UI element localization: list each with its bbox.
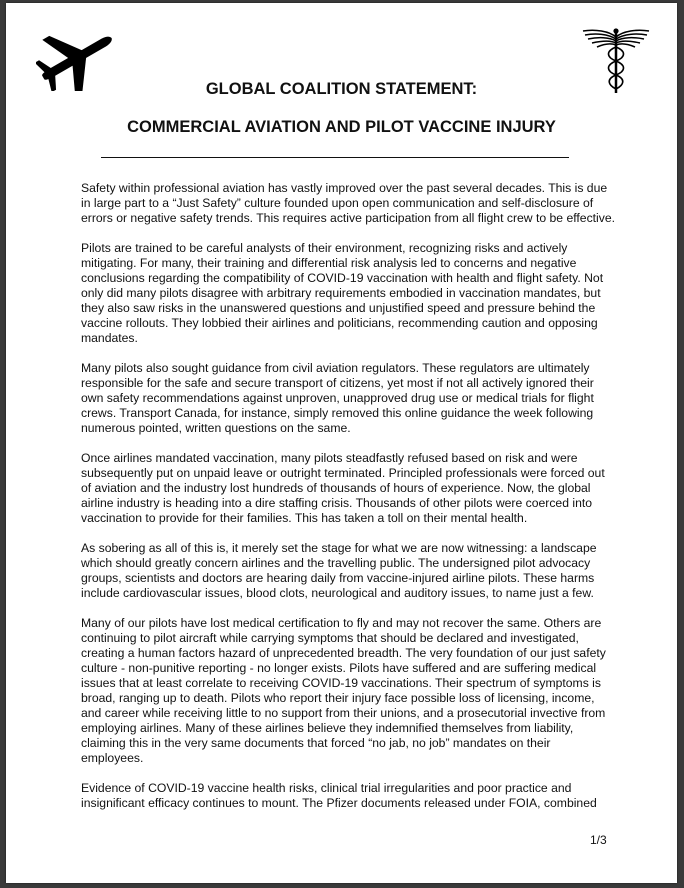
paragraph: Once airlines mandated vaccination, many pilots steadfastly refused based on risk and were subsequently put on unpaid leave or outright terminated. Principled professionals were forced out of aviation and the industry lost hundreds of thousands of hours of experience. Now, the global airline industry is heading into a dire staffing crisis. Thousands of other pilots were coerced into vaccination to provide for their families. This has taken a toll on their mental health. (81, 451, 605, 525)
paragraph: Many pilots also sought guidance from civil aviation regulators. These regulators are ultimately responsible for the safe and secure transport of citizens, yet most if not all actively ignored their own safety recommendations against unproven, unapproved drug use or medical trials for flight crews. Transport Canada, for instance, simply removed this online guidance the week following numerous pointed, written questions on the same. (81, 361, 594, 435)
title-divider (101, 157, 569, 158)
statement-body (81, 181, 615, 826)
paragraph: Many of our pilots have lost medical certification to fly and may not recover the same. Others are continuing to pilot aircraft while carrying symptoms that should be declared and investigated, creating a human factors hazard of unprecedented breadth. The very foundation of our just safety culture - non-punitive reporting - no longer exists. Pilots have suffered and are suffering medical issues that at least correlate to receiving COVID-19 vaccinations. Their spectrum of symptoms is broad, ranging up to death. Pilots who report their injury face possible loss of licensing, income, and career while receiving little to no support from their unions, and a prosecutorial invective from employing airlines. Many of these airlines believe they indemnified themselves from liability, claiming this in the very same documents that forced “no jab, no job” mandates on their employees. (81, 616, 606, 765)
page-number: 1/3 (590, 833, 607, 847)
document-page (6, 3, 677, 883)
statement-title: GLOBAL COALITION STATEMENT: (205, 80, 478, 98)
paragraph: Evidence of COVID-19 vaccine health risks, clinical trial irregularities and poor practice and insignificant efficacy continues to mount. The Pfizer documents released under FOIA, combined (81, 781, 597, 810)
statement-subtitle: COMMERCIAL AVIATION AND PILOT VACCINE INJURY (127, 118, 556, 136)
paragraph: As sobering as all of this is, it merely set the stage for what we are now witnessing: a landscape which should greatly concern airlines and the travelling public. The undersigned pilot advocacy groups, scientists and doctors are hearing daily from vaccine-injured airline pilots. These harms include cardiovascular issues, blood clots, neurological and auditory issues, to name just a few. (81, 541, 597, 600)
paragraph: Pilots are trained to be careful analysts of their environment, recognizing risks and actively mitigating. For many, their training and differential risk analysis led to concerns and negative conclusions regarding the compatibility of COVID-19 vaccination with health and flight safety. Not only did many pilots disagree with arbitrary requirements embodied in vaccination mandates, but they also saw risks in the unanswered questions and unjustified speed and pressure behind the vaccine rollouts. They lobbied their airlines and politicians, recommending caution and opposing mandates. (81, 241, 604, 345)
paragraph: Safety within professional aviation has vastly improved over the past several decades. This is due in large part to a “Just Safety” culture founded upon open communication and self-disclosure of errors or negative safety trends. This requires active participation from all flight crew to be effective. (81, 181, 616, 225)
